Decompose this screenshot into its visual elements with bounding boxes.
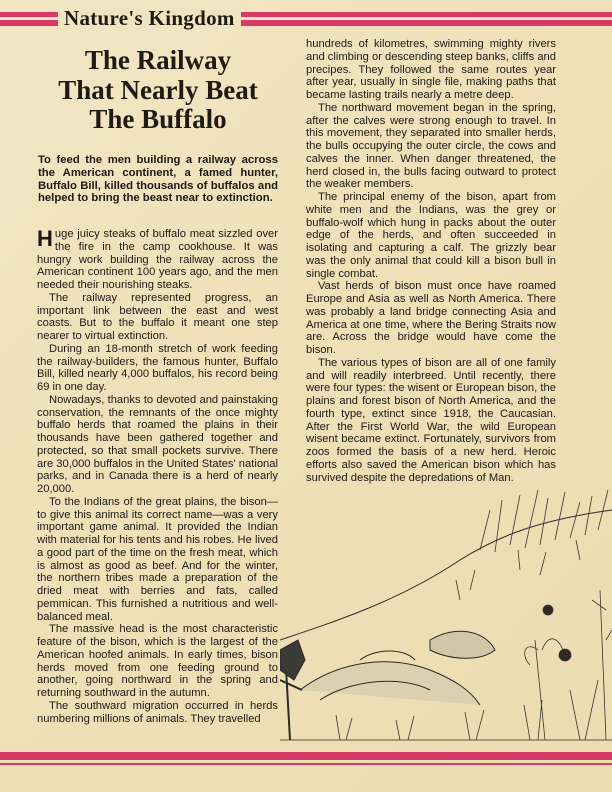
paragraph: The massive head is the most characteristic feature of the bison, which is the largest of the American hoofed animals. In early times, bison herds moved from one feeding ground to another, going northward in the spring and returning southward in the autumn.	[37, 623, 278, 699]
paragraph: The northward movement began in the spring, after the calves were strong enough to travel. In this movement, they separated into smaller herds, the bulls occupying the outer circle, the cows and calves the inner. When danger threatened, the herd closed in, the bulls facing outward to protect the weaker members.	[306, 101, 556, 191]
title-line: The Railway	[84, 45, 232, 75]
right-column	[306, 38, 556, 484]
article-title	[40, 46, 276, 135]
title-line: The Buffalo	[89, 104, 227, 134]
article-standfirst: To feed the men building a railway across the American continent, a famed hunter, Buffalo Bill, killed thousands of buffalos and helped to bring the beast near to extinction.	[38, 154, 278, 205]
paragraph	[37, 228, 278, 292]
paragraph: The railway represented progress, an important link between the east and west coasts. But to the buffalo it meant one step nearer to virtual extinction.	[37, 291, 278, 342]
paragraph: During an 18-month stretch of work feeding the railway-builders, the famous hunter, Buffalo Bill, killed nearly 4,000 buffalos, his record being 69 in one day.	[37, 342, 278, 393]
paragraph: The principal enemy of the bison, apart from white men and the Indians, was the grey or buffalo-wolf which hung in packs about the outer edge of the herds, and often succeeded in isolating and capturing a calf. The grizzly bear was the only animal that could kill a bison bull in single combat.	[306, 191, 556, 280]
left-column	[37, 228, 278, 725]
bottom-decorative-band	[0, 752, 612, 760]
paragraph: The southward migration occurred in herds numbering millions of animals. They travelled	[37, 699, 278, 725]
paragraph: hundreds of kilometres, swimming mighty rivers and climbing or descending steep banks, cliffs and precipes. They followed the same routes year after year, usually in single file, making paths that became lasting trails nearly a metre deep.	[306, 38, 556, 101]
paragraph-text: uge juicy steaks of buffalo meat sizzled over the fire in the camp cookhouse. It was hungry work building the railway across the American continent 100 years ago, and the men needed their nourishing steaks.	[37, 228, 278, 291]
paragraph: To the Indians of the great plains, the bison—to give this animal its correct name—was a very important game animal. It provided the Indian with material for his tents and his robes. He lived a good part of the time on the fresh meat, which is almost as good as beef. And for the winter, the northern tribes made a preparation of the dried meat with berries and fats, called pemmican. This furnished a nutritious and well-balanced meal.	[37, 495, 278, 623]
section-kicker: Nature's Kingdom	[58, 6, 241, 31]
bottom-decorative-band-thin	[0, 763, 612, 765]
landscape-illustration	[280, 490, 612, 748]
drop-cap: H	[37, 226, 53, 251]
paragraph: Vast herds of bison must once have roamed Europe and Asia as well as North America. There was probably a land bridge connecting Asia and America at one time, where the Bering Straits now are. Across the bridge would have come the bison.	[306, 280, 556, 356]
title-line: That Nearly Beat	[58, 74, 258, 105]
paragraph: Nowadays, thanks to devoted and painstaking conservation, the remnants of the once mighty buffalo herds that roamed the plains in their thousands have been gathered together and protected, so that small pockets survive. There are 30,000 buffalos in the United States' national parks, and in Canada there is a herd of nearly 20,000.	[37, 393, 278, 495]
paragraph: The various types of bison are all of one family and will readily interbreed. Until recently, there were four types: the wisent or European bison, the plains and forest bison of North America, and the fourth type, extinct since 1918, the Caucasian. After the First World War, the wild European wisent became extinct. Fortunately, survivors from zoos formed the basis of a new herd. Heroic efforts also saved the American bison which has survived despite the depredations of Man.	[306, 356, 556, 484]
